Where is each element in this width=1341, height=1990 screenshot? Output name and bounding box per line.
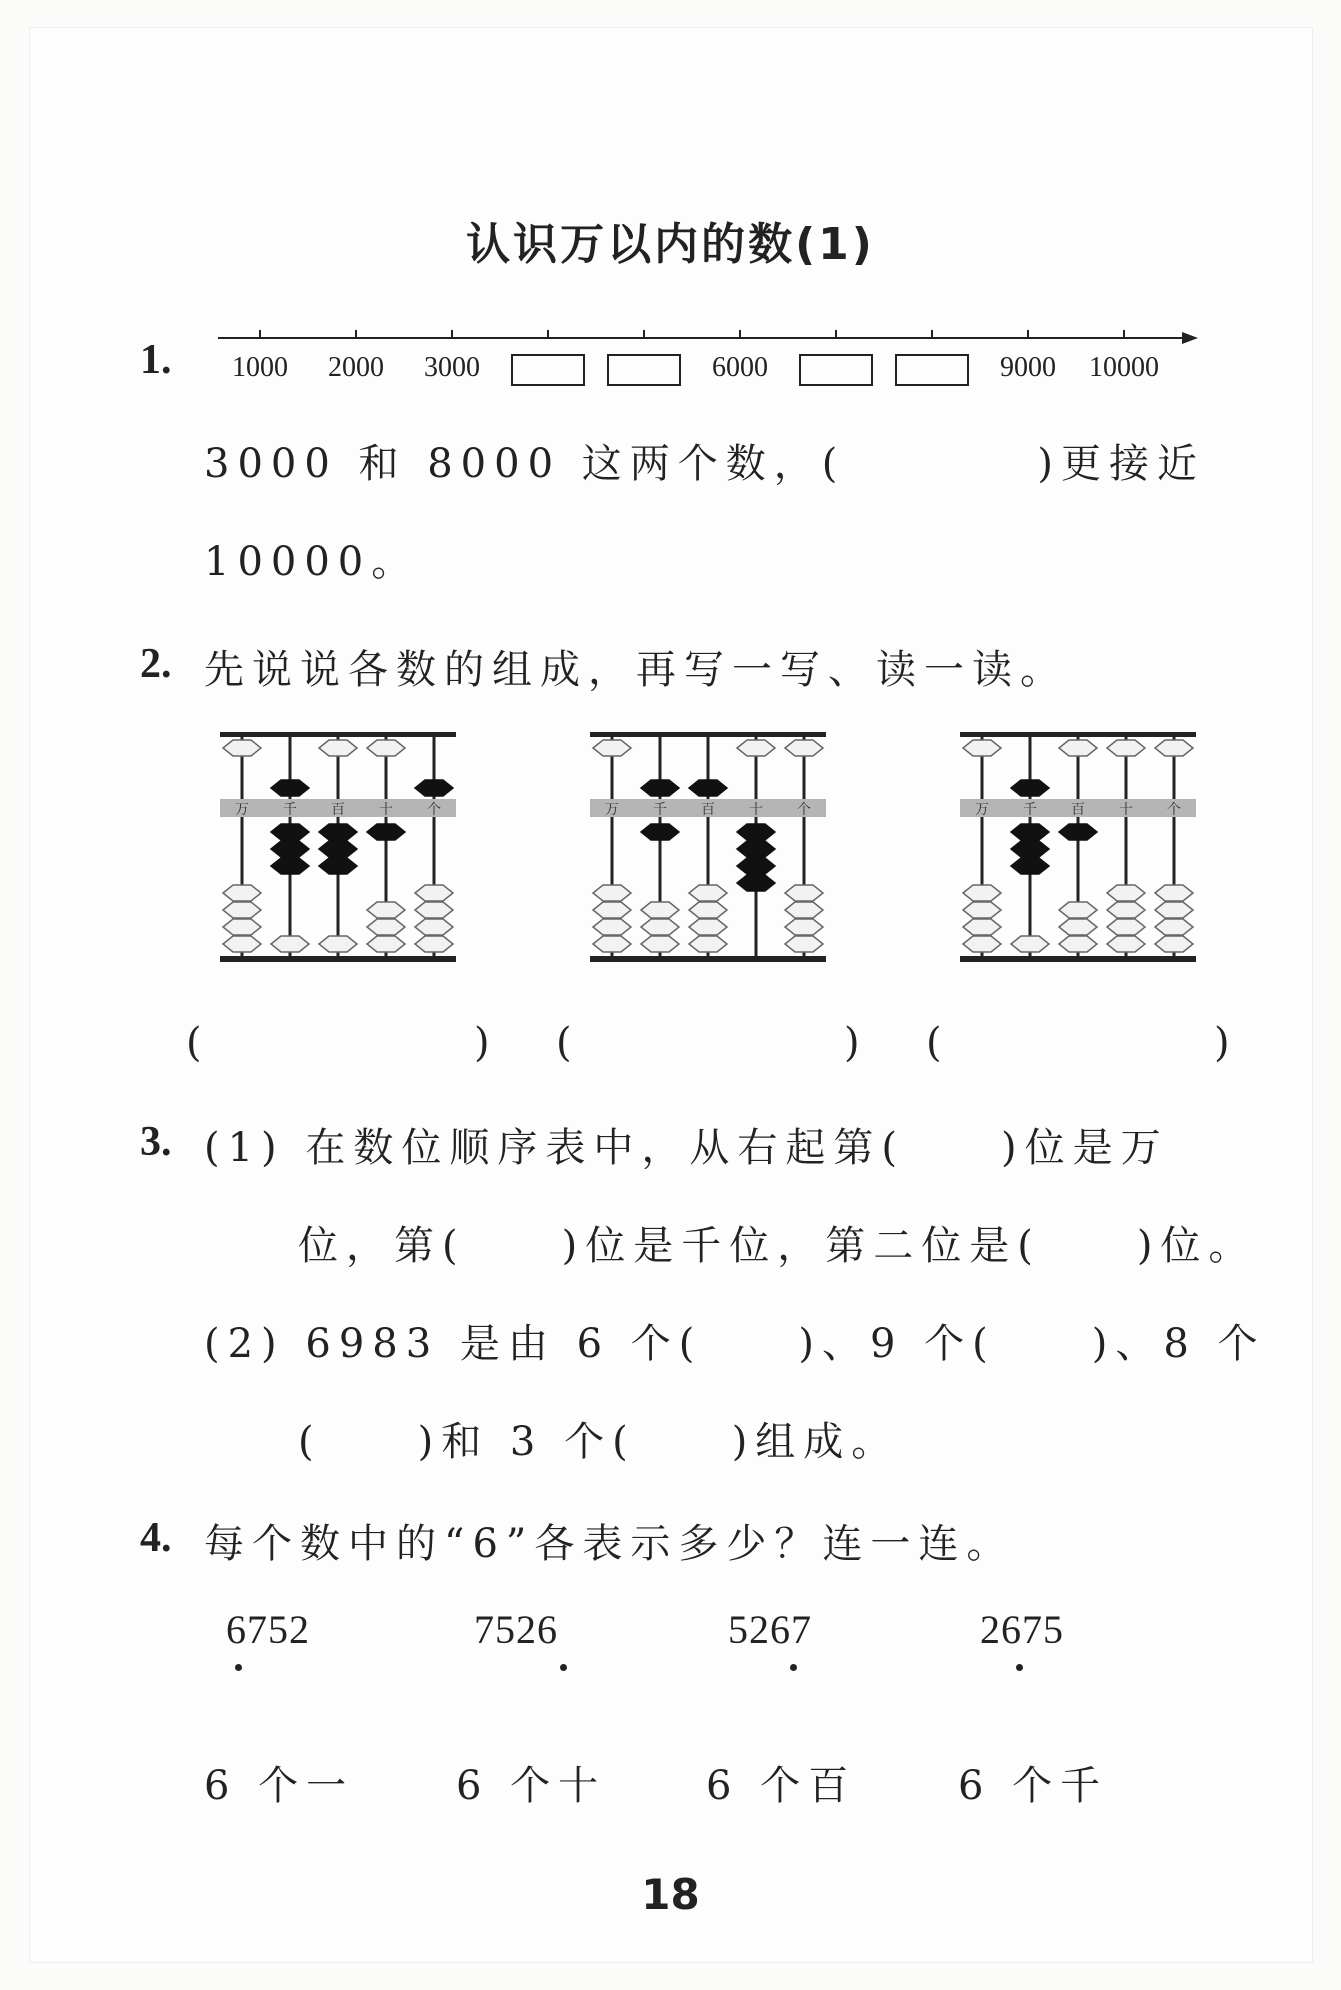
answer-6-tens: 6 个十	[456, 1763, 607, 1809]
abacus-lower-bead	[271, 824, 309, 840]
abacus-1	[220, 728, 456, 968]
abacus-place-label: 百	[331, 802, 345, 818]
abacus-lower-bead	[1059, 936, 1097, 952]
abacus-upper-bead	[963, 740, 1001, 756]
abacus-upper-bead	[1155, 740, 1193, 756]
abacus-lower-bead	[1155, 885, 1193, 901]
abacus-upper-bead	[593, 740, 631, 756]
abacus-lower-bead	[593, 919, 631, 935]
answer-paren-3-open: (	[926, 1020, 942, 1066]
abacus-lower-bead	[1155, 936, 1193, 952]
number-line-label: 9000	[1000, 352, 1056, 383]
abacus-place-label: 万	[235, 802, 249, 818]
abacus-lower-bead	[593, 902, 631, 918]
question-3-part-2-line-1: (2) 6983 是由 6 个( )、9 个( )、8 个	[204, 1321, 1266, 1367]
question-3-part-1-line-1: (1) 在数位顺序表中，从右起第( )位是万	[204, 1125, 1169, 1171]
abacus-lower-bead	[223, 885, 261, 901]
answer-paren-2-open: (	[556, 1020, 572, 1066]
abacus-lower-bead	[1155, 902, 1193, 918]
answer-paren-3-close: )	[1214, 1020, 1230, 1066]
abacus-lower-bead	[1107, 902, 1145, 918]
number-line-label: 2000	[328, 352, 384, 383]
abacus-upper-bead	[785, 740, 823, 756]
digit-dot-1	[235, 1664, 242, 1671]
abacus-upper-bead	[415, 780, 453, 796]
abacus-lower-bead	[593, 885, 631, 901]
abacus-place-label: 万	[605, 802, 619, 818]
abacus-lower-bead	[367, 919, 405, 935]
abacus-lower-bead	[367, 902, 405, 918]
abacus-lower-bead	[737, 841, 775, 857]
question-2-text: 先说说各数的组成，再写一写、读一读。	[204, 647, 1068, 693]
digit-dot-4	[1016, 1664, 1023, 1671]
abacus-lower-bead	[1059, 824, 1097, 840]
answer-paren-1-close: )	[474, 1020, 490, 1066]
question-1-line-1: 3000 和 8000 这两个数，( )更接近	[204, 441, 1205, 487]
digit-dot-3	[790, 1664, 797, 1671]
abacus-lower-bead	[319, 858, 357, 874]
abacus-place-label: 百	[1071, 802, 1085, 818]
number-2675: 2675	[980, 1607, 1064, 1652]
page-title: 认识万以内的数(1)	[466, 219, 875, 270]
abacus-2	[590, 728, 826, 968]
abacus-lower-bead	[319, 936, 357, 952]
abacus-lower-bead	[271, 841, 309, 857]
abacus-place-label: 千	[653, 802, 667, 818]
number-line-label: 10000	[1089, 352, 1159, 383]
abacus-place-label: 千	[1023, 802, 1037, 818]
abacus-upper-bead	[641, 780, 679, 796]
abacus-lower-bead	[367, 824, 405, 840]
number-line-blank-box[interactable]	[895, 354, 969, 386]
abacus-upper-bead	[1107, 740, 1145, 756]
abacus-lower-bead	[415, 902, 453, 918]
question-4-text: 每个数中的“6”各表示多少？连一连。	[204, 1521, 1015, 1567]
question-2-number: 2.	[140, 641, 172, 687]
question-1-number: 1.	[140, 337, 172, 383]
answer-paren-2-close: )	[844, 1020, 860, 1066]
abacus-upper-bead	[689, 780, 727, 796]
abacus-lower-bead	[319, 824, 357, 840]
abacus-place-label: 十	[1119, 802, 1133, 818]
abacus-lower-bead	[415, 919, 453, 935]
question-1-line-2: 10000。	[204, 539, 420, 585]
abacus-place-label: 百	[701, 802, 715, 818]
page-number: 18	[641, 1870, 700, 1919]
number-5267: 5267	[728, 1607, 812, 1652]
abacus-lower-bead	[367, 936, 405, 952]
abacus-lower-bead	[415, 885, 453, 901]
abacus-lower-bead	[785, 902, 823, 918]
number-line-blank-box[interactable]	[511, 354, 585, 386]
number-line-axis	[210, 318, 1210, 348]
abacus-lower-bead	[271, 936, 309, 952]
abacus-lower-bead	[641, 902, 679, 918]
abacus-lower-bead	[593, 936, 631, 952]
abacus-place-label: 个	[1167, 802, 1181, 818]
abacus-lower-bead	[1011, 824, 1049, 840]
number-line-label: 3000	[424, 352, 480, 383]
abacus-lower-bead	[641, 919, 679, 935]
abacus-place-label: 十	[379, 802, 393, 818]
abacus-lower-bead	[963, 902, 1001, 918]
abacus-place-label: 个	[427, 802, 441, 818]
abacus-lower-bead	[963, 885, 1001, 901]
abacus-upper-bead	[1011, 780, 1049, 796]
abacus-3	[960, 728, 1196, 968]
abacus-lower-bead	[1107, 885, 1145, 901]
abacus-lower-bead	[223, 919, 261, 935]
abacus-lower-bead	[1011, 841, 1049, 857]
number-line-label: 6000	[712, 352, 768, 383]
number-7526: 7526	[474, 1607, 558, 1652]
abacus-place-label: 个	[797, 802, 811, 818]
abacus-lower-bead	[963, 936, 1001, 952]
abacus-lower-bead	[785, 936, 823, 952]
question-4-number: 4.	[140, 1515, 172, 1561]
number-6752: 6752	[226, 1607, 310, 1652]
abacus-lower-bead	[1059, 902, 1097, 918]
abacus-lower-bead	[785, 885, 823, 901]
answer-paren-1-open: (	[186, 1020, 202, 1066]
number-line	[210, 318, 1210, 383]
abacus-lower-bead	[271, 858, 309, 874]
abacus-lower-bead	[1155, 919, 1193, 935]
abacus-lower-bead	[641, 824, 679, 840]
abacus-lower-bead	[689, 902, 727, 918]
abacus-lower-bead	[415, 936, 453, 952]
abacus-upper-bead	[223, 740, 261, 756]
number-line-label: 1000	[232, 352, 288, 383]
abacus-upper-bead	[271, 780, 309, 796]
abacus-lower-bead	[1011, 858, 1049, 874]
question-3-number: 3.	[140, 1119, 172, 1165]
abacus-lower-bead	[223, 936, 261, 952]
answer-6-hundreds: 6 个百	[706, 1763, 857, 1809]
abacus-place-label: 千	[283, 802, 297, 818]
abacus-upper-bead	[1059, 740, 1097, 756]
question-3-part-2-line-2: ( )和 3 个( )组成。	[298, 1419, 900, 1465]
number-line-blank-box[interactable]	[607, 354, 681, 386]
abacus-lower-bead	[737, 858, 775, 874]
abacus-lower-bead	[1107, 936, 1145, 952]
abacus-place-label: 十	[749, 802, 763, 818]
abacus-lower-bead	[223, 902, 261, 918]
abacus-upper-bead	[319, 740, 357, 756]
abacus-lower-bead	[689, 936, 727, 952]
abacus-upper-bead	[367, 740, 405, 756]
abacus-lower-bead	[319, 841, 357, 857]
abacus-lower-bead	[737, 875, 775, 891]
digit-dot-2	[560, 1664, 567, 1671]
abacus-lower-bead	[1107, 919, 1145, 935]
number-line-blank-box[interactable]	[799, 354, 873, 386]
abacus-lower-bead	[785, 919, 823, 935]
abacus-place-label: 万	[975, 802, 989, 818]
abacus-lower-bead	[1011, 936, 1049, 952]
abacus-lower-bead	[689, 885, 727, 901]
question-3-part-1-line-2: 位，第( )位是千位，第二位是( )位。	[298, 1223, 1257, 1269]
abacus-lower-bead	[1059, 919, 1097, 935]
abacus-upper-bead	[737, 740, 775, 756]
abacus-lower-bead	[737, 824, 775, 840]
abacus-lower-bead	[963, 919, 1001, 935]
abacus-lower-bead	[641, 936, 679, 952]
answer-6-ones: 6 个一	[204, 1763, 355, 1809]
abacus-lower-bead	[689, 919, 727, 935]
answer-6-thousands: 6 个千	[958, 1763, 1109, 1809]
